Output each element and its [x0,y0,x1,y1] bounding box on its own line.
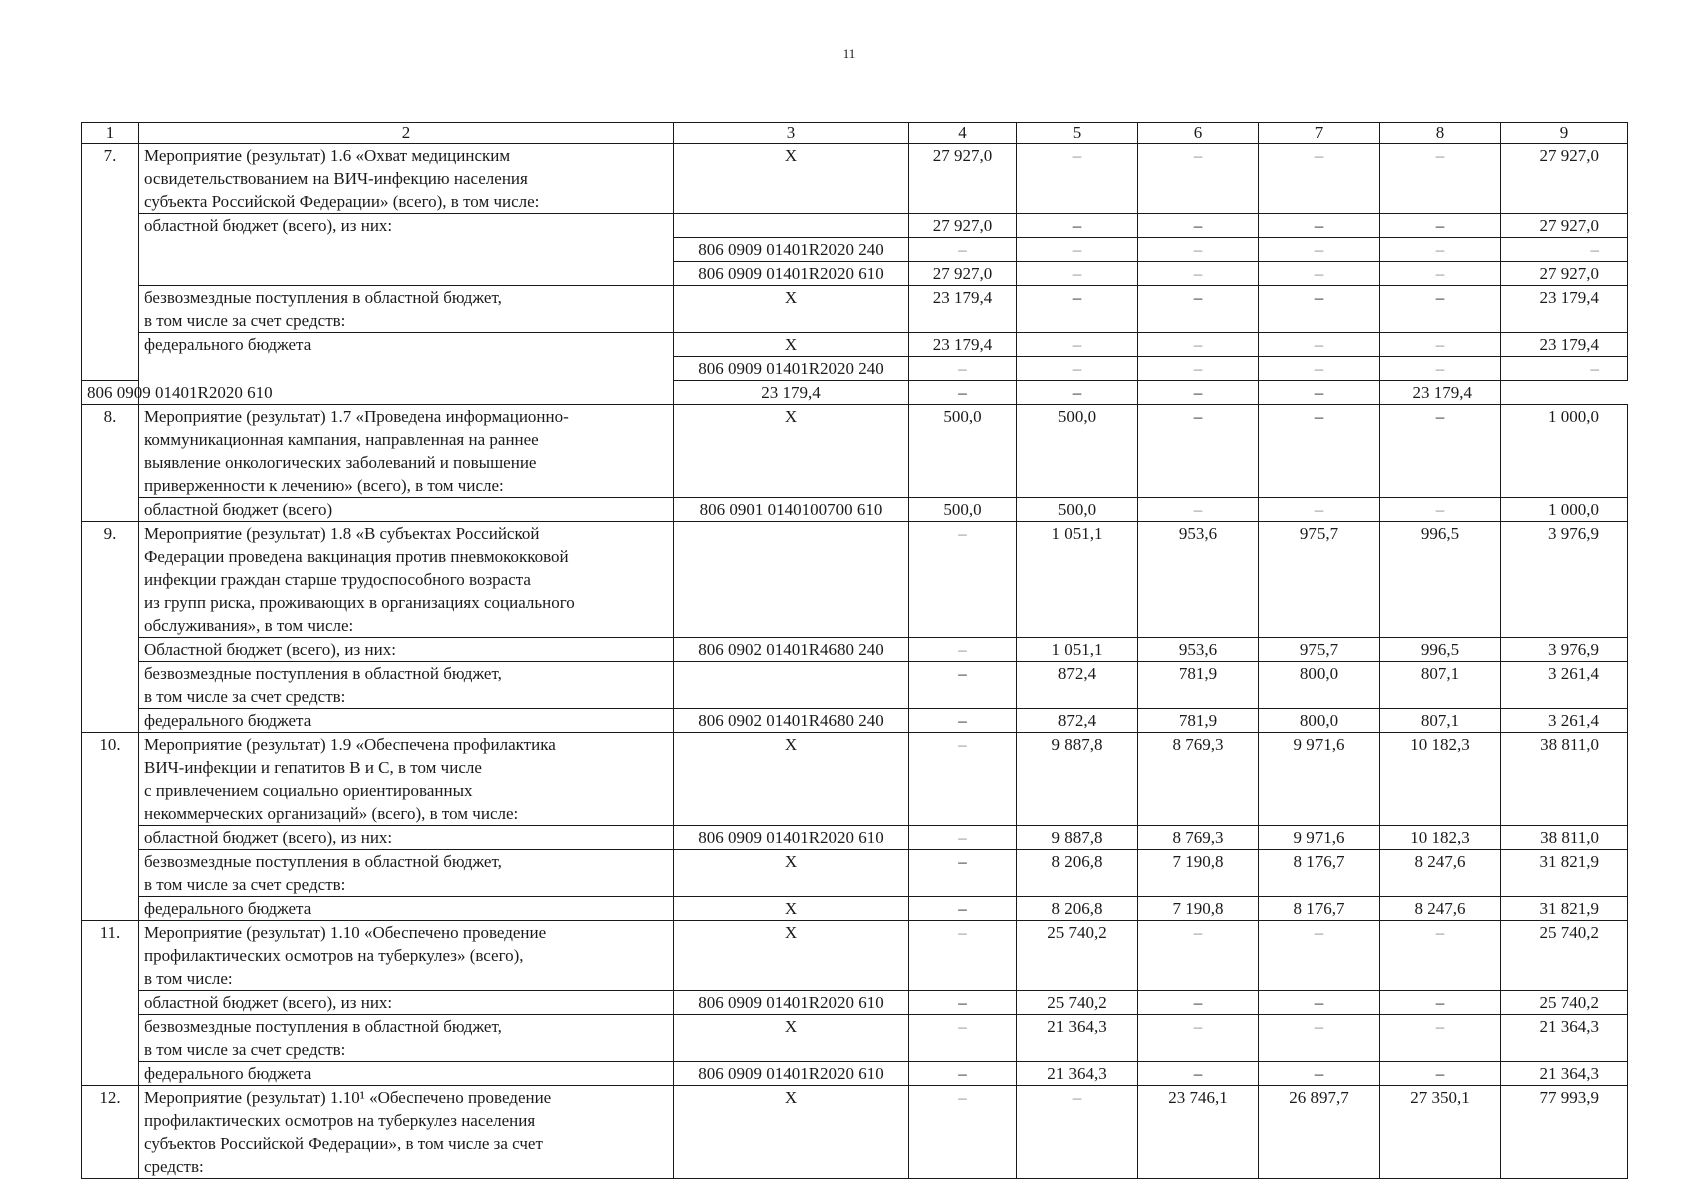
total-value: 3 261,4 [1501,709,1628,733]
year-value: – [1259,1062,1380,1086]
year-value: 21 364,3 [1017,1015,1138,1062]
total-value: 27 927,0 [1501,262,1628,286]
year-value: – [1017,381,1138,405]
year-value: – [1138,238,1259,262]
budget-code: X [674,921,909,991]
header-cell: 5 [1017,123,1138,144]
year-value: 781,9 [1138,709,1259,733]
year-value: – [1017,238,1138,262]
total-value: 38 811,0 [1501,733,1628,826]
total-value: 23 179,4 [1501,286,1628,333]
year-value: – [1138,333,1259,357]
year-value: 781,9 [1138,662,1259,709]
year-value: 23 179,4 [909,333,1017,357]
table-row [82,991,1628,1015]
year-value: – [1259,405,1380,498]
budget-table [81,122,1628,1179]
row-number: 9. [82,522,139,733]
table-row [82,1015,1628,1062]
year-value: – [909,381,1017,405]
header-cell: 3 [674,123,909,144]
year-value: 9 971,6 [1259,733,1380,826]
year-value: 975,7 [1259,638,1380,662]
year-value: 27 927,0 [909,144,1017,214]
year-value: 872,4 [1017,662,1138,709]
row-label: Мероприятие (результат) 1.9 «Обеспечена профилактика ВИЧ-инфекции и гепатитов В и С, в том числе с привлечением социально ориентированных некоммерческих организаций» (всего), в том числе: [139,733,674,826]
year-value: – [909,1086,1017,1179]
table-row [82,850,1628,897]
row-label: Мероприятие (результат) 1.6 «Охват медицинским освидетельствованием на ВИЧ-инфекцию населения субъекта Российской Федерации» (всего), в том числе: [139,144,674,214]
header-cell: 7 [1259,123,1380,144]
year-value: 25 740,2 [1017,991,1138,1015]
year-value: – [1259,921,1380,991]
table-row [82,405,1628,498]
year-value: – [1017,144,1138,214]
budget-code: X [674,897,909,921]
page-number: 11 [842,46,856,61]
year-value: – [1380,1062,1501,1086]
year-value: – [1138,262,1259,286]
year-value: 27 927,0 [909,214,1017,238]
year-value: 872,4 [1017,709,1138,733]
budget-code: 806 0901 0140100700 610 [674,498,909,522]
header-cell: 6 [1138,123,1259,144]
year-value: – [1380,357,1501,381]
budget-code [674,522,909,638]
year-value: 807,1 [1380,662,1501,709]
budget-code: 806 0909 01401R2020 610 [82,381,139,405]
row-number: 10. [82,733,139,921]
table-row [82,286,1628,333]
year-value: – [1259,1015,1380,1062]
year-value: – [1138,381,1259,405]
row-label: федерального бюджета [139,709,674,733]
row-label: Областной бюджет (всего), из них: [139,638,674,662]
year-value: 9 971,6 [1259,826,1380,850]
row-label: федерального бюджета [139,897,674,921]
year-value: 807,1 [1380,709,1501,733]
year-value: 8 176,7 [1259,850,1380,897]
year-value: – [1259,357,1380,381]
year-value: – [1259,286,1380,333]
year-value: – [1259,262,1380,286]
total-value: 1 000,0 [1501,405,1628,498]
table-row [82,733,1628,826]
total-value: 25 740,2 [1501,921,1628,991]
year-value: – [1138,144,1259,214]
total-value: 23 179,4 [1380,381,1501,405]
table-row [82,638,1628,662]
total-value: – [1501,357,1628,381]
year-value: 8 206,8 [1017,850,1138,897]
budget-code: 806 0902 01401R4680 240 [674,638,909,662]
year-value: 25 740,2 [1017,921,1138,991]
year-value: – [909,662,1017,709]
budget-code: X [674,144,909,214]
table-row [82,709,1628,733]
year-value: – [909,1015,1017,1062]
table-row [82,498,1628,522]
budget-code: 806 0909 01401R2020 610 [674,1062,909,1086]
year-value: – [1259,238,1380,262]
row-label: областной бюджет (всего), из них: [139,214,674,286]
year-value: – [1380,498,1501,522]
year-value: – [909,850,1017,897]
year-value: 9 887,8 [1017,733,1138,826]
year-value: – [909,238,1017,262]
total-value: 27 927,0 [1501,214,1628,238]
total-value: 3 976,9 [1501,638,1628,662]
row-label: областной бюджет (всего), из них: [139,826,674,850]
year-value: – [1138,1015,1259,1062]
header-cell: 2 [139,123,674,144]
year-value: 996,5 [1380,638,1501,662]
total-value: 1 000,0 [1501,498,1628,522]
year-value: – [1380,144,1501,214]
total-value: 77 993,9 [1501,1086,1628,1179]
year-value: – [1017,262,1138,286]
year-value: 8 247,6 [1380,850,1501,897]
row-label: Мероприятие (результат) 1.8 «В субъектах Российской Федерации проведена вакцинация против пневмококковой инфекции граждан старше трудоспособного возраста из групп риска, проживающих в организациях социального обслуживания», в том числе: [139,522,674,638]
total-value: 31 821,9 [1501,850,1628,897]
year-value: – [909,897,1017,921]
budget-code: X [674,1015,909,1062]
budget-code: X [674,286,909,333]
year-value: – [1138,214,1259,238]
row-label: безвозмездные поступления в областной бюджет, в том числе за счет средств: [139,1015,674,1062]
budget-code: 806 0909 01401R2020 610 [674,262,909,286]
row-label: Мероприятие (результат) 1.10 «Обеспечено проведение профилактических осмотров на туберкулез» (всего), в том числе: [139,921,674,991]
table-row [82,897,1628,921]
total-value: 38 811,0 [1501,826,1628,850]
table-row [82,662,1628,709]
total-value: 3 261,4 [1501,662,1628,709]
total-value: 27 927,0 [1501,144,1628,214]
year-value: – [1380,286,1501,333]
budget-code: 806 0909 01401R2020 610 [674,826,909,850]
header-cell: 1 [82,123,139,144]
year-value: 10 182,3 [1380,733,1501,826]
header-cell: 9 [1501,123,1628,144]
year-value: – [1138,405,1259,498]
year-value: 975,7 [1259,522,1380,638]
budget-code: X [674,733,909,826]
row-number: 8. [82,405,139,522]
header-cell: 4 [909,123,1017,144]
row-label: Мероприятие (результат) 1.10¹ «Обеспечено проведение профилактических осмотров на туберкулез населения субъектов Российской Федерации», в том числе за счет средств: [139,1086,674,1179]
budget-code [674,662,909,709]
year-value: 27 350,1 [1380,1086,1501,1179]
year-value: 500,0 [909,498,1017,522]
table-row [82,333,1628,357]
year-value: – [909,709,1017,733]
year-value: 500,0 [1017,405,1138,498]
year-value: – [1380,991,1501,1015]
year-value: 7 190,8 [1138,897,1259,921]
total-value: 21 364,3 [1501,1015,1628,1062]
row-label: безвозмездные поступления в областной бюджет, в том числе за счет средств: [139,850,674,897]
year-value: 27 927,0 [909,262,1017,286]
row-label: областной бюджет (всего) [139,498,674,522]
year-value: – [1259,333,1380,357]
year-value: 23 746,1 [1138,1086,1259,1179]
year-value: – [1380,214,1501,238]
year-value: – [1138,286,1259,333]
year-value: – [909,921,1017,991]
year-value: 996,5 [1380,522,1501,638]
year-value: – [1380,333,1501,357]
table-row [82,826,1628,850]
year-value: – [1259,991,1380,1015]
year-value: – [1138,498,1259,522]
year-value: – [1380,262,1501,286]
table-row [82,522,1628,638]
year-value: 23 179,4 [674,381,909,405]
year-value: 500,0 [909,405,1017,498]
year-value: 8 176,7 [1259,897,1380,921]
budget-code: X [674,333,909,357]
year-value: – [1017,333,1138,357]
header-cell: 8 [1380,123,1501,144]
year-value: – [909,991,1017,1015]
row-label: безвозмездные поступления в областной бюджет, в том числе за счет средств: [139,286,674,333]
budget-code: X [674,405,909,498]
table-row [82,144,1628,214]
row-number: 7. [82,144,139,381]
budget-code: 806 0909 01401R2020 240 [674,238,909,262]
year-value: – [909,638,1017,662]
budget-code: X [674,1086,909,1179]
year-value: 21 364,3 [1017,1062,1138,1086]
year-value: 953,6 [1138,638,1259,662]
total-value: 23 179,4 [1501,333,1628,357]
year-value: 9 887,8 [1017,826,1138,850]
year-value: 7 190,8 [1138,850,1259,897]
row-label: федерального бюджета [139,333,674,405]
budget-code: 806 0902 01401R4680 240 [674,709,909,733]
table-row [82,1086,1628,1179]
year-value: 800,0 [1259,709,1380,733]
year-value: – [909,1062,1017,1086]
row-label: областной бюджет (всего), из них: [139,991,674,1015]
total-value: 31 821,9 [1501,897,1628,921]
row-label: безвозмездные поступления в областной бюджет, в том числе за счет средств: [139,662,674,709]
total-value: 25 740,2 [1501,991,1628,1015]
year-value: 8 247,6 [1380,897,1501,921]
year-value: – [1138,357,1259,381]
year-value: – [1259,214,1380,238]
year-value: – [1380,405,1501,498]
year-value: 8 769,3 [1138,733,1259,826]
year-value: – [1017,1086,1138,1179]
row-number: 11. [82,921,139,1086]
total-value: 21 364,3 [1501,1062,1628,1086]
row-number: 12. [82,1086,139,1179]
budget-code [674,214,909,238]
year-value: – [909,733,1017,826]
year-value: – [1259,498,1380,522]
year-value: – [1017,357,1138,381]
year-value: – [1380,1015,1501,1062]
year-value: – [1138,991,1259,1015]
year-value: – [1380,238,1501,262]
year-value: 1 051,1 [1017,522,1138,638]
year-value: – [1259,144,1380,214]
budget-code: 806 0909 01401R2020 610 [674,991,909,1015]
budget-code: 806 0909 01401R2020 240 [674,357,909,381]
year-value: 10 182,3 [1380,826,1501,850]
year-value: – [909,826,1017,850]
table-row [82,921,1628,991]
year-value: 23 179,4 [909,286,1017,333]
total-value: – [1501,238,1628,262]
year-value: 953,6 [1138,522,1259,638]
year-value: 26 897,7 [1259,1086,1380,1179]
row-label: Мероприятие (результат) 1.7 «Проведена информационно- коммуникационная кампания, направленная на раннее выявление онкологических заболеваний и повышение приверженности к лечению» (всего), в том числе: [139,405,674,498]
year-value: 800,0 [1259,662,1380,709]
year-value: 500,0 [1017,498,1138,522]
year-value: – [1017,214,1138,238]
year-value: – [1259,381,1380,405]
year-value: 8 206,8 [1017,897,1138,921]
year-value: – [1138,921,1259,991]
row-label: федерального бюджета [139,1062,674,1086]
header-row [82,123,1628,144]
table-row [82,214,1628,238]
year-value: – [1138,1062,1259,1086]
year-value: 8 769,3 [1138,826,1259,850]
table-row [82,1062,1628,1086]
year-value: – [909,522,1017,638]
total-value: 3 976,9 [1501,522,1628,638]
year-value: – [1380,921,1501,991]
budget-code: X [674,850,909,897]
year-value: – [909,357,1017,381]
year-value: 1 051,1 [1017,638,1138,662]
year-value: – [1017,286,1138,333]
